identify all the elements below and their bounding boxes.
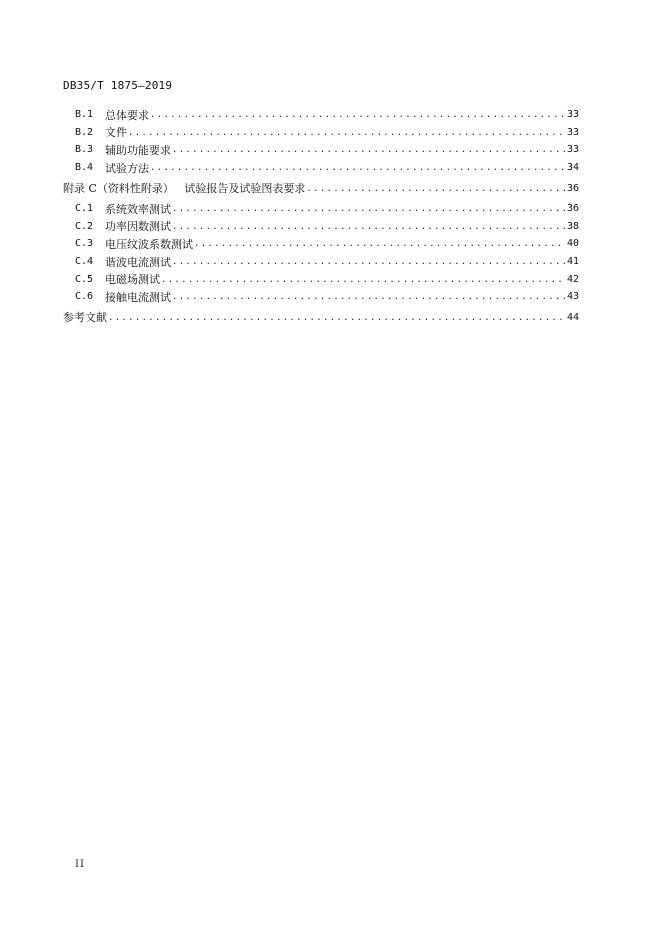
toc-entry-page: 43	[566, 291, 579, 303]
toc-entry-c5[interactable]	[63, 270, 579, 288]
toc-leader-dots	[108, 314, 565, 323]
toc-entry-number: C.4	[75, 256, 94, 268]
toc-entry-references[interactable]	[63, 309, 579, 327]
toc-entry-appendix-c[interactable]	[63, 179, 579, 197]
toc-entry-number: C.5	[75, 273, 94, 285]
toc-entry-c4[interactable]	[63, 253, 579, 271]
toc-entry-title: 谐波电流测试	[105, 255, 171, 269]
toc-leader-dots	[150, 164, 565, 173]
toc-entry-page: 40	[566, 238, 579, 250]
toc-entry-title: 功率因数测试	[105, 220, 171, 234]
toc-entry-number: B.4	[75, 162, 94, 174]
toc-entry-number: B.2	[75, 126, 94, 138]
toc-entry-page: 33	[566, 144, 579, 156]
document-header: DB35/T 1875—2019	[63, 79, 173, 92]
toc-leader-dots	[306, 185, 565, 194]
toc-entry-page: 44	[566, 311, 579, 323]
toc-entry-b1[interactable]	[63, 106, 579, 124]
toc-entry-b4[interactable]	[63, 159, 579, 177]
toc-leader-dots	[150, 111, 565, 120]
toc-entry-number: C.3	[75, 238, 94, 250]
toc-entry-c2[interactable]	[63, 218, 579, 236]
toc-entry-title: 试验方法	[105, 161, 149, 175]
toc-entry-number: C.1	[75, 203, 94, 215]
toc-leader-dots	[128, 129, 565, 138]
toc-leader-dots	[161, 276, 565, 285]
toc-leader-dots	[172, 258, 565, 267]
toc-entry-c3[interactable]	[63, 235, 579, 253]
toc-entry-page: 34	[566, 162, 579, 174]
toc-entry-title: 参考文献	[63, 311, 107, 325]
toc-entry-page: 33	[566, 126, 579, 138]
toc-entry-page: 33	[566, 109, 579, 121]
toc-leader-dots	[172, 293, 565, 302]
toc-entry-title: 总体要求	[105, 108, 149, 122]
toc-entry-title: 附录 C（资料性附录） 试验报告及试验图表要求	[63, 182, 306, 196]
toc-entry-b2[interactable]	[63, 124, 579, 142]
toc-entry-number: B.3	[75, 144, 94, 156]
toc-entry-title: 文件	[105, 126, 127, 140]
toc-entry-c6[interactable]	[63, 288, 579, 306]
toc-entry-c1[interactable]	[63, 200, 579, 218]
toc-entry-page: 41	[566, 256, 579, 268]
toc-entry-number: C.6	[75, 291, 94, 303]
toc-leader-dots	[172, 205, 565, 214]
toc-leader-dots	[194, 240, 565, 249]
toc-entry-page: 38	[566, 220, 579, 232]
toc-entry-title: 电磁场测试	[105, 273, 160, 287]
toc-entry-page: 36	[566, 203, 579, 215]
toc-entry-title: 系统效率测试	[105, 202, 171, 216]
page-number: II	[75, 859, 85, 870]
table-of-contents	[63, 106, 579, 329]
toc-entry-number: B.1	[75, 109, 94, 121]
toc-leader-dots	[172, 146, 565, 155]
toc-entry-title: 电压纹波系数测试	[105, 237, 193, 251]
toc-entry-title: 接触电流测试	[105, 290, 171, 304]
toc-entry-title: 辅助功能要求	[105, 143, 171, 157]
toc-entry-b3[interactable]	[63, 141, 579, 159]
toc-leader-dots	[172, 223, 565, 232]
toc-entry-page: 42	[566, 273, 579, 285]
toc-entry-number: C.2	[75, 220, 94, 232]
toc-entry-page: 36	[566, 182, 579, 194]
